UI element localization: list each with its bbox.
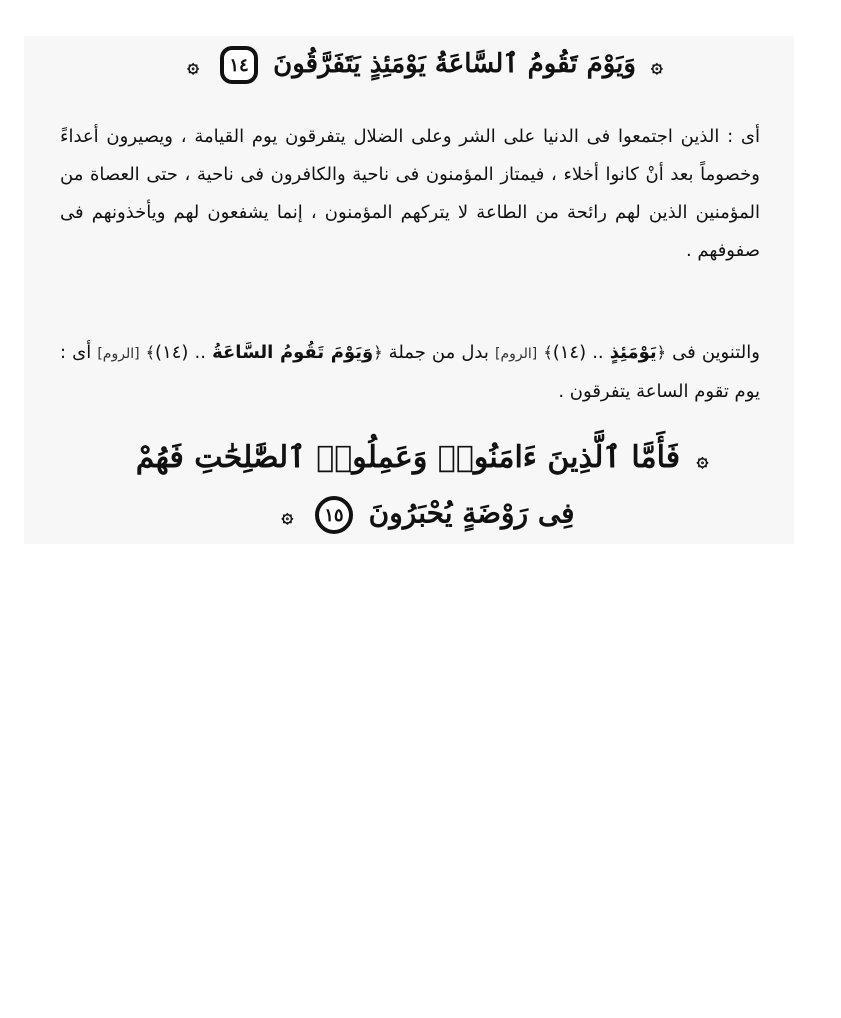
quoted-verse-word: يَوْمَئِذٍ (609, 342, 657, 363)
paragraph-ending: أى : يوم تقوم الساعة يتفرقون . (60, 342, 760, 402)
paragraph-mid: بدل من جملة (388, 342, 489, 363)
ayah-number-marker: ١٤ (220, 46, 258, 84)
quoted-verse-phrase: وَيَوْمَ تَقُومُ السَّاعَةُ (212, 342, 374, 363)
paragraph-intro: والتنوين فى (672, 342, 760, 363)
verse-14-text: وَيَوْمَ تَقُومُ ٱلسَّاعَةُ يَوْمَئِذٍ يَتَفَرَّقُونَ (273, 49, 636, 79)
commentary-paragraph (60, 118, 760, 270)
ornament-icon: ۞ (650, 53, 663, 77)
surah-reference: [الروم] (494, 346, 538, 362)
surah-reference: [الروم] (97, 346, 140, 362)
ornament-icon: ۞ (696, 447, 709, 471)
ayah-number-marker: ١٥ (315, 496, 353, 534)
ornament-icon: ۞ (281, 503, 294, 527)
commentary-paragraph: والتنوين فى ﴿يَوْمَئِذٍ .. (١٤)﴾ [الروم] بدل من جملة ﴿وَيَوْمَ تَقُومُ السَّاعَةُ .. (١٤)﴾ [الروم] أى : يوم تقوم الساعة يتفرقون . (60, 342, 760, 402)
verse-15-text-1: فَأَمَّا ٱلَّذِينَ ءَامَنُوا۟ وَعَمِلُوا۟ ٱلصَّٰلِحَٰتِ فَهُمْ (135, 440, 681, 475)
verse-15-line-1 (90, 440, 760, 475)
ornament-icon: ۞ (187, 53, 199, 77)
verse-15-text-2: فِى رَوْضَةٍ يُحْبَرُونَ (368, 496, 575, 530)
quoted-ayah-number: (١٤) (155, 342, 189, 363)
paragraph-text: أى : الذين اجتمعوا فى الدنيا على الشر وعلى الضلال يتفرقون يوم القيامة ، ويصيرون أعداءً وخصوماً بعد أنْ كانوا أخلاء ، فيمتاز المؤمنون فى ناحية والكافرون فى ناحية ، حتى العصاة من المؤمنين الذين لهم رائحة من الطاعة لا يتركهم المؤمنون ، إنما يشفعون لهم ويأخذونهم فى صفوفهم . (60, 126, 760, 261)
verse-14 (90, 46, 760, 84)
verse-15-line-2 (90, 496, 760, 534)
quoted-ayah-number: (١٤) (552, 342, 587, 363)
